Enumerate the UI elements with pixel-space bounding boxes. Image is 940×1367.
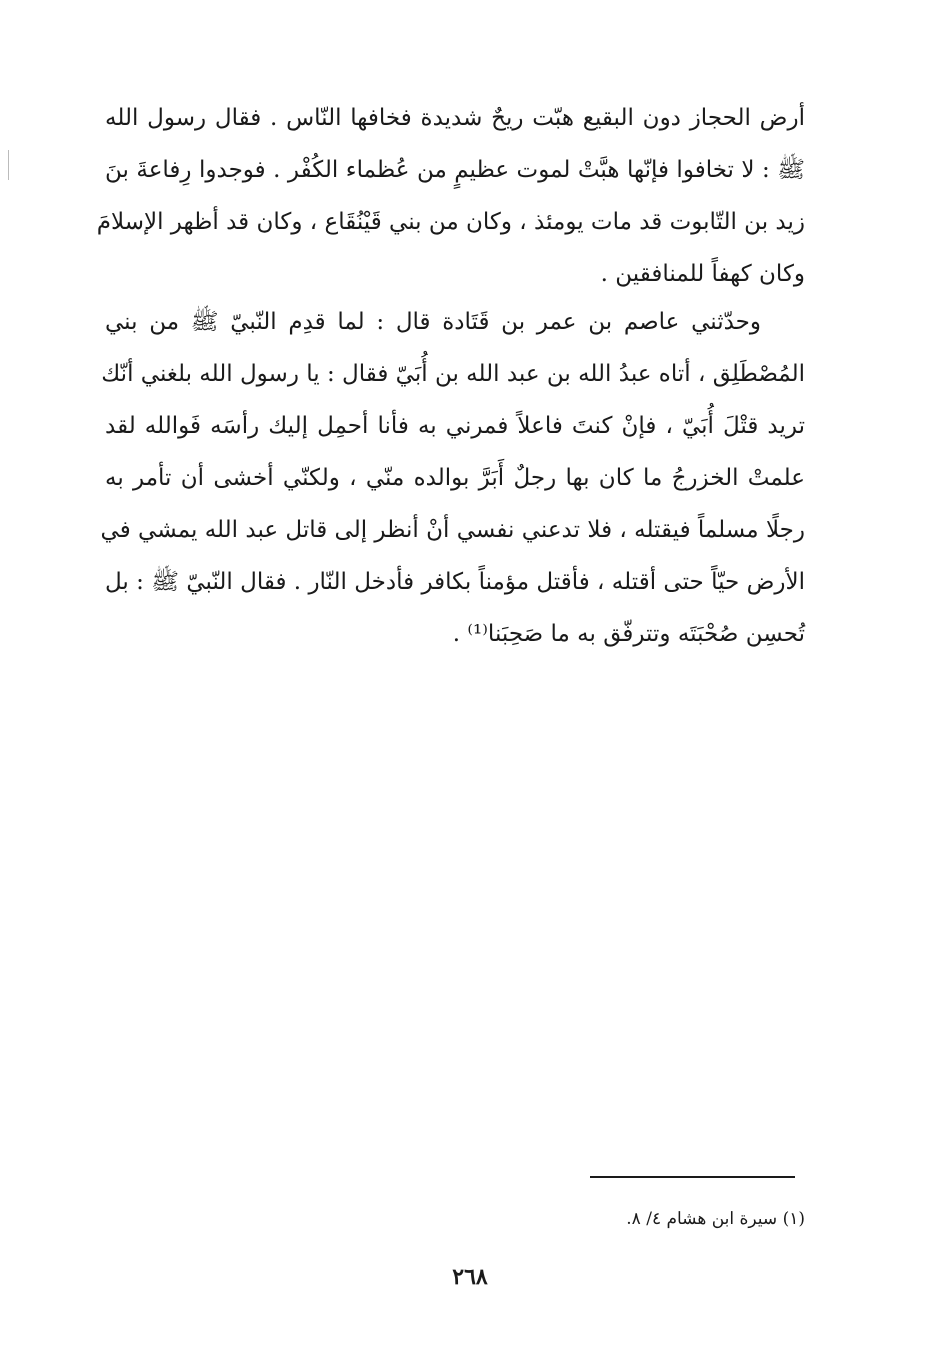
- page-number: ٢٦٨: [452, 1264, 488, 1290]
- text-line: تريد قتْلَ أُبَيّ ، فإنْ كنتَ فاعلاً فمرني به فأنا أحمِل إليك رأسَه فَوالله لقد: [105, 413, 805, 439]
- text-line: الأرض حيّاً حتى أقتله ، فأقتل مؤمناً بكافر فأدخل النّار . فقال النّبيّ ﷺ : بل: [105, 569, 805, 595]
- paragraph-2: [100, 296, 805, 660]
- text-line: وحدّثني عاصم بن عمر بن قَتَادة قال : لما قدِم النّبيّ ﷺ من بني: [105, 309, 761, 335]
- text-line: زيد بن التّابوت قد مات يومئذ ، وكان من بني قَيْنُقَاع ، وكان قد أظهر الإسلامَ: [96, 209, 805, 235]
- text-line: تُحسِن صُحْبَتَه وتترفّق به ما صَحِبَنا⁽¹⁾ .: [452, 621, 805, 647]
- footnote: (١) سيرة ابن هشام ٤/ ٨.: [626, 1209, 805, 1229]
- footnote-separator: [590, 1176, 795, 1178]
- text-line: المُصْطَلِق ، أتاه عبدُ الله بن عبد الله بن أُبَيّ فقال : يا رسول الله بلغني أنّك: [101, 361, 805, 387]
- scan-margin-mark: [8, 150, 9, 180]
- text-line: أرض الحجاز دون البقيع هبّت ريحٌ شديدة فخافها النّاس . فقال رسول الله: [105, 105, 805, 131]
- text-line: وكان كهفاً للمنافقين .: [600, 261, 805, 287]
- text-line: علمتْ الخزرجُ ما كان بها رجلٌ أَبَرَّ بوالده منّي ، ولكنّي أخشى أن تأمر به: [105, 465, 805, 491]
- paragraph-1: [96, 92, 805, 300]
- text-line: ﷺ : لا تخافوا فإنّها هبَّتْ لموت عظيمٍ من عُظماء الكُفْر . فوجدوا رِفاعةَ بنَ: [105, 157, 805, 183]
- text-line: رجلًا مسلماً فيقتله ، فلا تدعني نفسي أنْ أنظر إلى قاتل عبد الله يمشي في: [100, 517, 805, 543]
